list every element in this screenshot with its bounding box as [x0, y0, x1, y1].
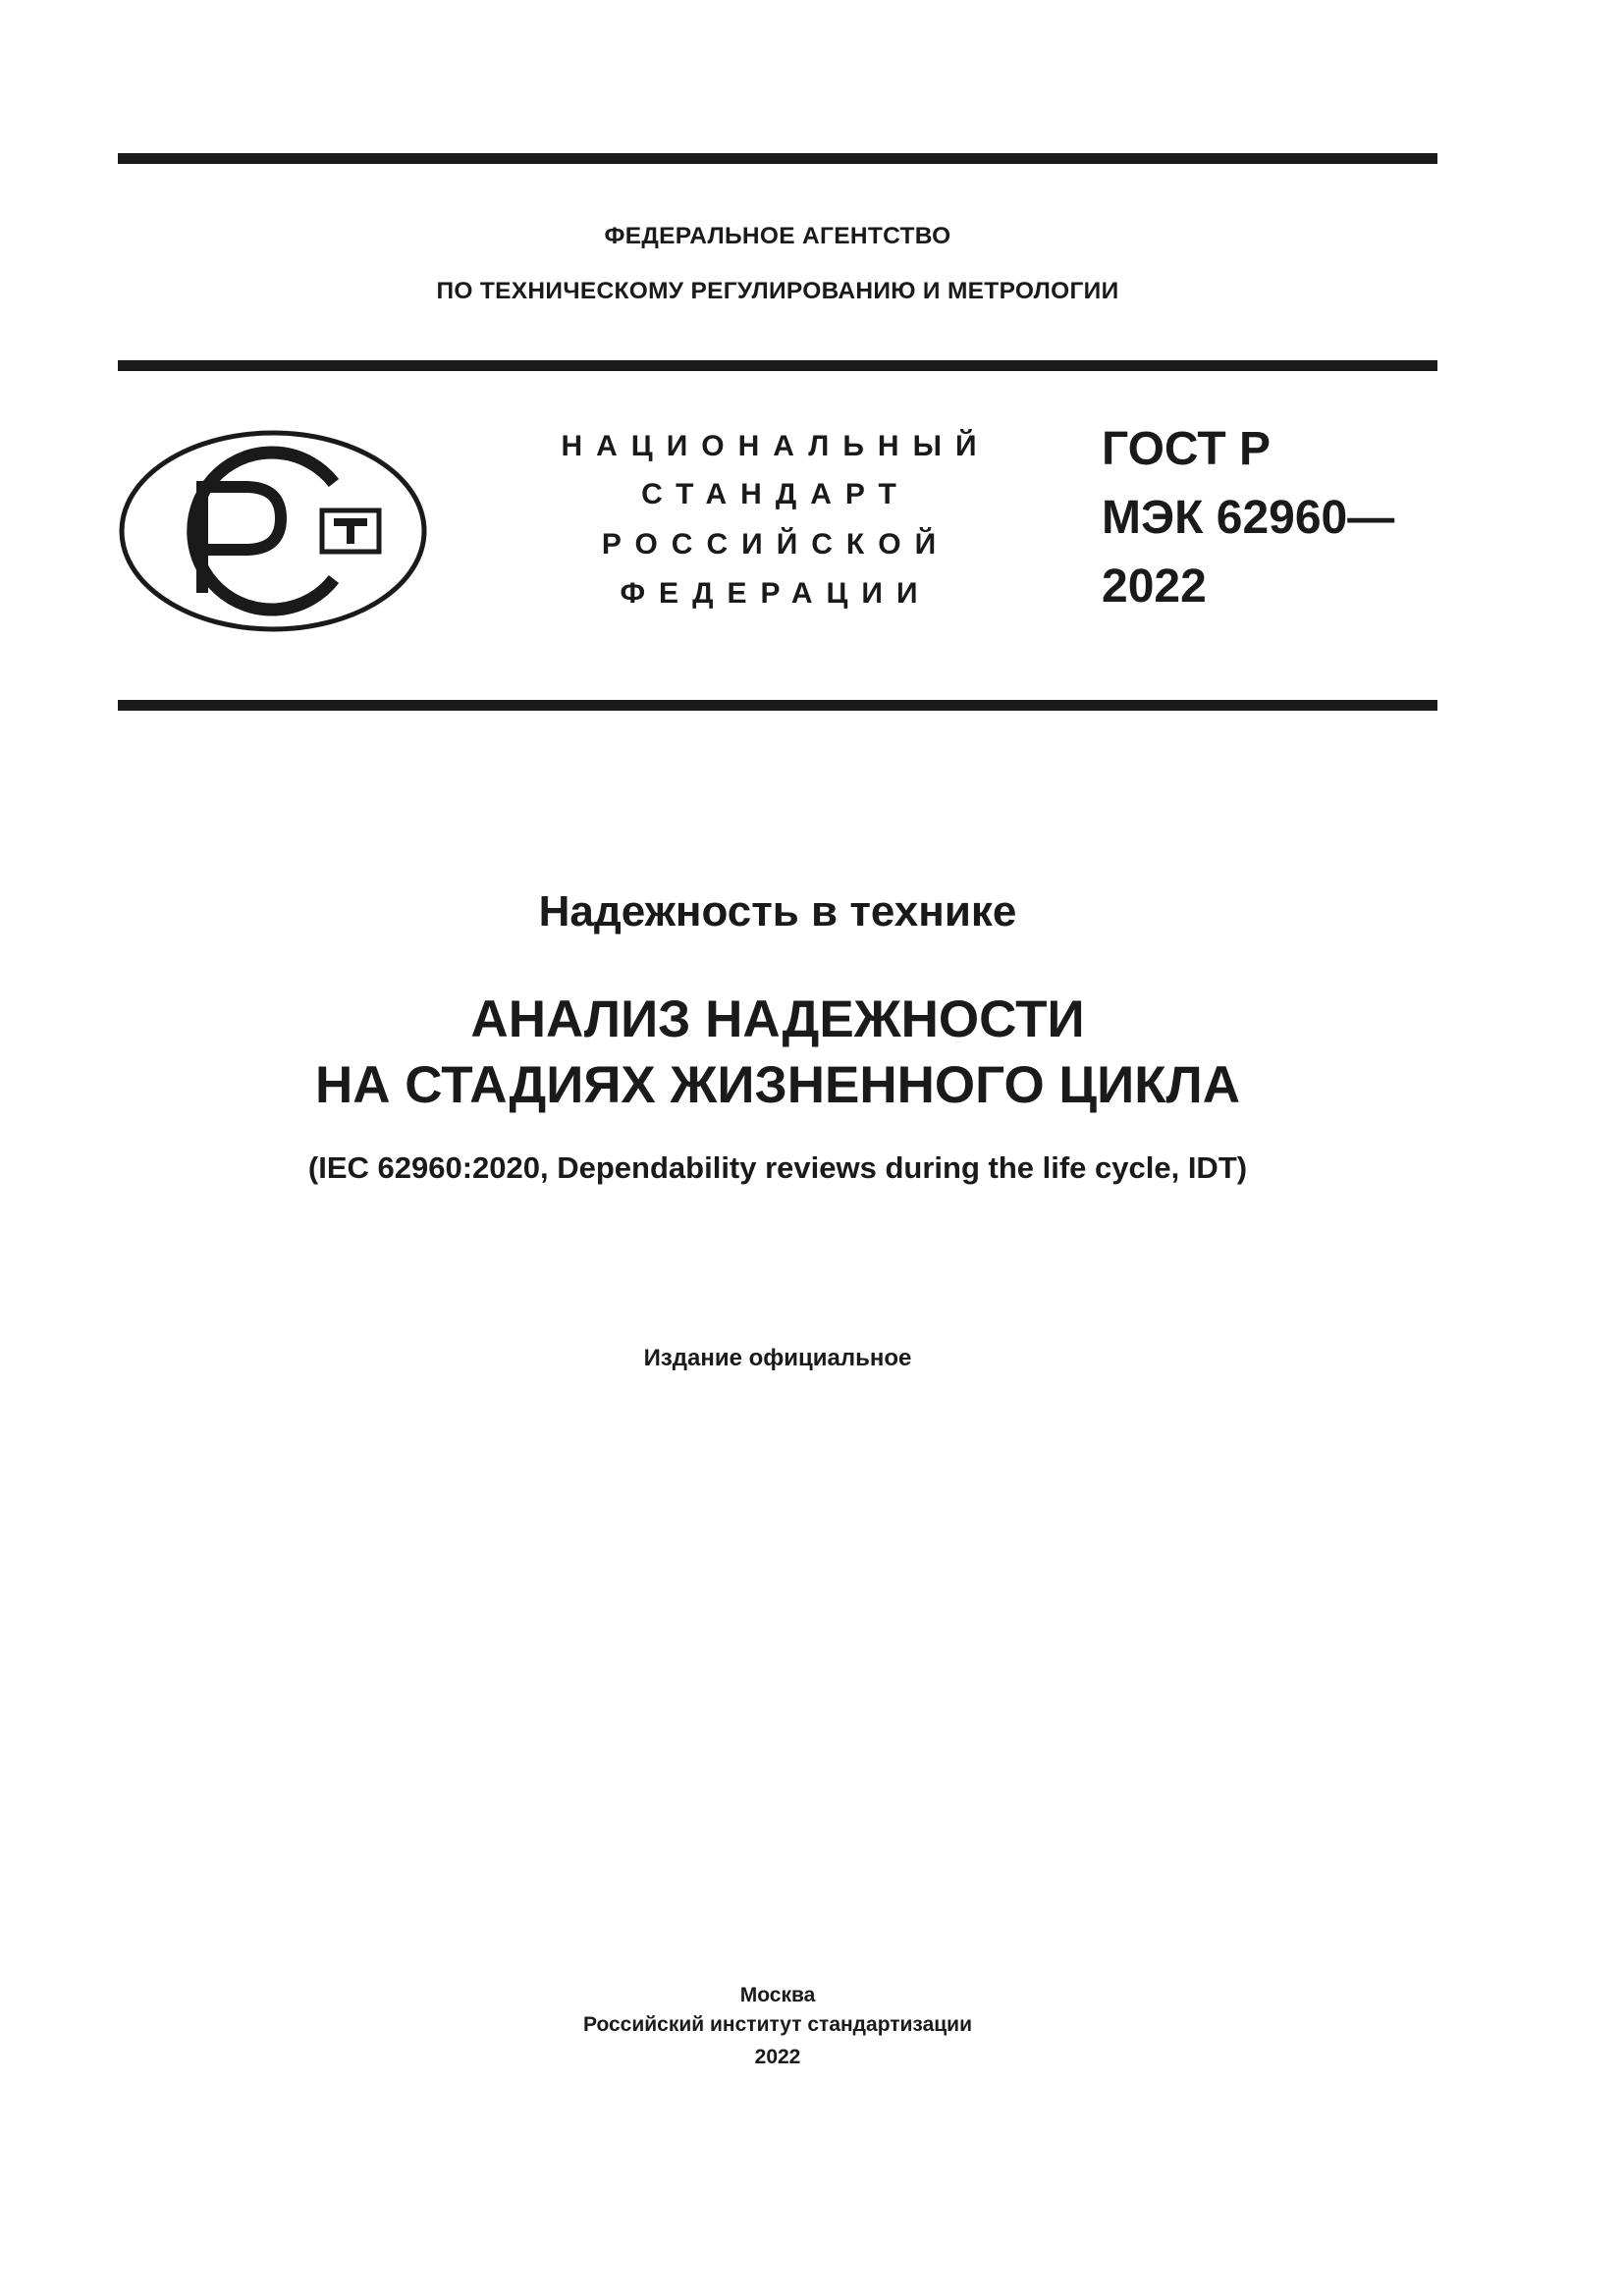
top-rule — [118, 153, 1437, 164]
imprint-year: 2022 — [754, 2046, 801, 2068]
imprint-publisher: Российский институт стандартизации — [582, 2013, 973, 2036]
imprint-city: Москва — [739, 1984, 816, 2006]
middle-rule — [118, 360, 1437, 371]
subject-heading: Надежность в технике — [538, 887, 1017, 935]
document-title-line-1: АНАЛИЗ НАДЕЖНОСТИ — [470, 990, 1085, 1048]
edition-label: Издание официальное — [643, 1345, 912, 1371]
agency-line-1: ФЕДЕРАЛЬНОЕ АГЕНТСТВО — [604, 223, 951, 249]
standard-designation-line-3: 2022 — [1102, 561, 1207, 613]
national-standard-line-3: РОССИЙСКОЙ — [601, 528, 950, 561]
bottom-rule — [118, 700, 1437, 711]
agency-line-2: ПО ТЕХНИЧЕСКОМУ РЕГУЛИРОВАНИЮ И МЕТРОЛОГИИ — [436, 278, 1119, 304]
national-standard-line-2: СТАНДАРТ — [641, 478, 910, 510]
document-title-line-2: НА СТАДИЯХ ЖИЗНЕННОГО ЦИКЛА — [314, 1056, 1241, 1114]
standard-designation-line-2: МЭК 62960— — [1102, 492, 1395, 544]
source-standard-reference: (IEC 62960:2020, Dependability reviews during the life cycle, IDT) — [307, 1150, 1248, 1185]
standard-designation-line-1: ГОСТ Р — [1102, 423, 1272, 475]
national-standard-line-4: ФЕДЕРАЦИИ — [620, 577, 932, 610]
national-standard-line-1: НАЦИОНАЛЬНЫЙ — [561, 430, 991, 462]
rst-conformity-mark-icon — [116, 426, 430, 636]
